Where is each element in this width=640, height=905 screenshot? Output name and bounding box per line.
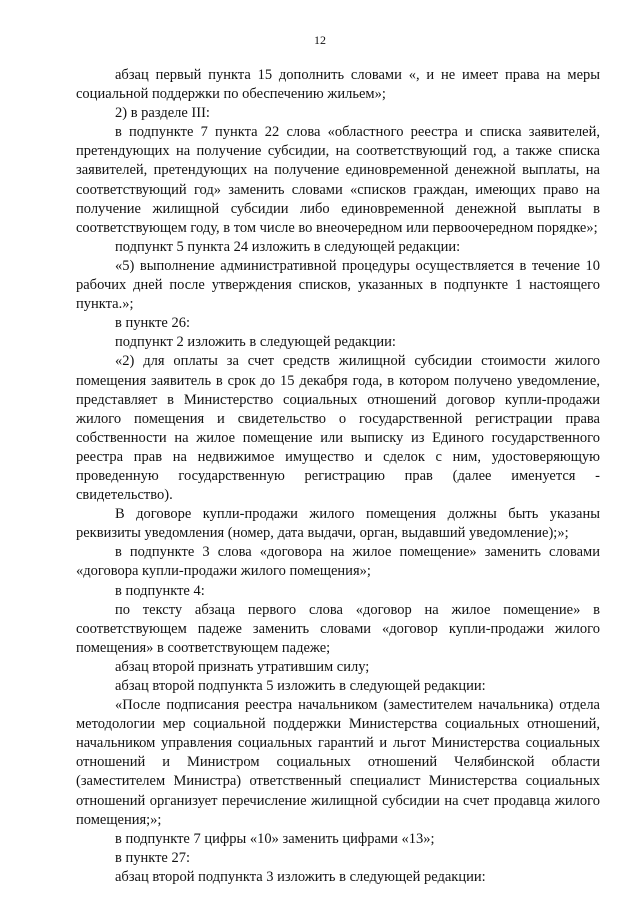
paragraph-14: абзац второй подпункта 5 изложить в следующей редакции: [115,678,486,694]
paragraph-3: в подпункте 7 пункта 22 слова «областного реестра и списка заявителей, претендующих на получение субсидии, на соответствующий год, а также списка заявителей, претендующих на получение единовременной денежной выплаты, на соответствующий год» заменить словами «списков граждан, имеющих право на получение жилищной субсидии либо единовременной денежной выплаты в соответствующем году, в том числе во внеочередном или первоочередном порядке»; [76,124,600,236]
paragraph-18: абзац второй подпункта 3 изложить в следующей редакции: [115,868,486,885]
paragraph-11: в подпункте 4: [115,582,205,599]
paragraph-12: по тексту абзаца первого слова «договор на жилое помещение» в соответствующем падеже заменить словами «договор купли-продажи жилого помещения» в соответствующем падеже; [76,601,600,656]
paragraph-2: 2) в разделе III: [115,105,210,122]
paragraph-4: подпункт 5 пункта 24 изложить в следующей редакции: [115,238,461,255]
paragraph-10: в подпункте 3 слова «договора на жилое помещение» заменить словами «договора купли-продажи жилого помещения»; [76,544,600,580]
paragraph-8: «2) для оплаты за счет средств жилищной субсидии стоимости жилого помещения заявитель в срок до 15 декабря года, в котором получено уведомление, представляет в Министерство социальных отношений договор купли-продажи жилого помещения и свидетельство о государственной регистрации права собственности на жилое помещение или выписку из Единого государственного реестра прав на недвижимое имущество и сделок с ним, удостоверяющую проведенную государственную регистрацию прав (далее именуется - свидетельство). [76,353,600,504]
paragraph-9: В договоре купли-продажи жилого помещения должны быть указаны реквизиты уведомления (номер, дата выдачи, орган, выдавший уведомление);»; [76,506,600,542]
paragraph-15: «После подписания реестра начальником (заместителем начальника) отдела методологии мер социальной поддержки Министерства социальных отношений, начальником управления социальных гарантий и льгот Министерства социальных отношений и Министром социальных отношений Челябинской области (заместителем Министра) ответственный специалист Министерства социальных отношений организует перечисление жилищной субсидии на счет продавца жилого помещения;»; [76,697,600,828]
page-number: 12 [314,33,326,47]
paragraph-1: абзац первый пункта 15 дополнить словами «, и не имеет права на меры социальной поддержки по обеспечению жильем»; [76,67,600,103]
paragraph-5: «5) выполнение административной процедуры осуществляется в течение 10 рабочих дней после утверждения списков, указанных в подпункте 1 настоящего пункта.»; [76,257,600,313]
paragraph-7: подпункт 2 изложить в следующей редакции: [115,334,396,351]
paragraph-6: в пункте 26: [115,315,191,332]
paragraph-17: в пункте 27: [115,849,191,866]
paragraph-16: в подпункте 7 цифры «10» заменить цифрами «13»; [115,830,435,847]
document-body [76,66,600,887]
paragraph-13: абзац второй признать утратившим силу; [115,658,370,675]
